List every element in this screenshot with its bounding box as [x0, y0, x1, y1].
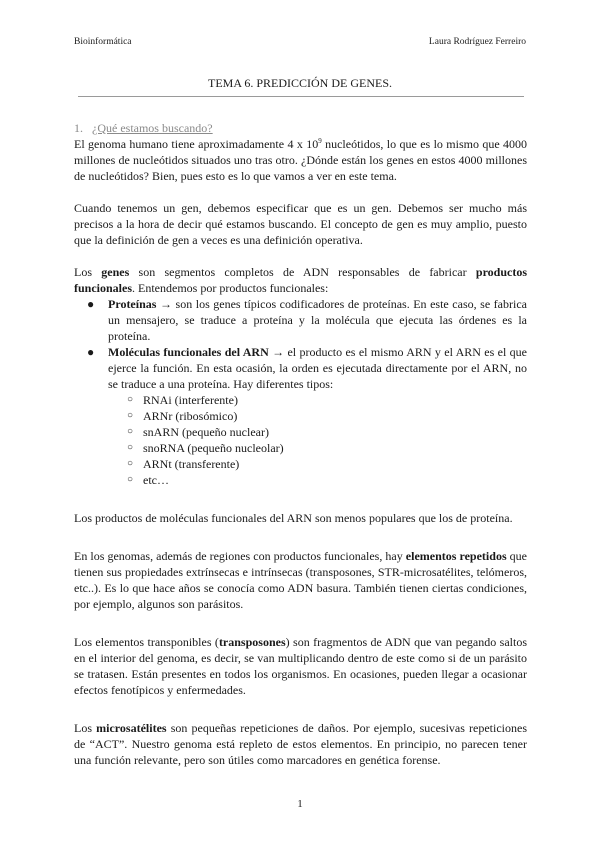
circle-bullet-icon: ○ [127, 394, 134, 405]
paragraph-transposons [74, 634, 527, 698]
bold-term: productos funcionales [74, 265, 528, 295]
page-title: TEMA 6. PREDICCIÓN DE GENES. [207, 76, 392, 90]
page-number: 1 [297, 798, 303, 810]
bold-term: Proteínas [108, 297, 157, 311]
header-subject: Bioinformática [74, 37, 132, 47]
text-fragment: ) son fragmentos de ADN que van pegando saltos en el interior del genoma, es decir, se van multiplicando dentro de este como si de un parásito se tratasen. Están presentes en todos los organismos. En ocasiones, pueden llegar a ocasionar efectos fenotípicos y enfermedades. [74, 635, 528, 697]
bold-term: elementos repetidos [405, 549, 507, 563]
text-fragment: Los elementos transponibles ( [74, 635, 219, 649]
text-fragment: . Entendemos por productos funcionales: [132, 281, 329, 295]
list-item [108, 392, 527, 408]
bullet-icon: ● [87, 345, 95, 359]
circle-bullet-icon: ○ [127, 410, 134, 421]
list-item-text: RNAi (interferente) [143, 393, 238, 407]
circle-bullet-icon: ○ [127, 442, 134, 453]
list-item-text: ARNr (ribosómico) [143, 409, 238, 423]
list-item [108, 456, 527, 472]
paragraph-genes-intro [74, 264, 527, 296]
text-fragment: Los [74, 265, 102, 279]
document-body [74, 120, 527, 768]
list-item-proteins [74, 296, 527, 344]
list-item-text: ARNt (transferente) [143, 457, 240, 471]
rna-types-list [108, 392, 527, 488]
text-fragment: En los genomas, además de regiones con productos funcionales, hay [74, 549, 406, 563]
list-item-text: etc… [143, 473, 169, 487]
list-item [108, 472, 527, 488]
text-fragment: son pequeñas repeticiones de daños. Por ejemplo, sucesivas repeticiones de “ACT”. Nuestro genoma está repleto de estos elementos. En principio, no parecen tener una función relevante, pero son útiles como marcadores en genética forense. [74, 721, 528, 767]
bold-term: genes [101, 265, 130, 279]
paragraph-repeated-elements [74, 548, 527, 612]
list-item-rna [74, 344, 527, 488]
circle-bullet-icon: ○ [127, 426, 134, 437]
list-item [108, 440, 527, 456]
exponent: 9 [318, 137, 322, 145]
text-fragment: son segmentos completos de ADN responsables de fabricar [129, 265, 476, 279]
text-fragment: nucleótidos, lo que es lo mismo que 4000 millones de nucleótidos situados uno tras otro. ¿Dónde están los genes en estos 4000 millones de nucleótidos? Bien, pues esto es lo que vamos a ver en este tema. [74, 137, 528, 183]
text-fragment: El genoma humano tiene aproximadamente 4 x 10 [74, 137, 319, 151]
text-fragment: → el producto es el mismo ARN y el ARN es el que ejerce la función. En esta ocasión, la orden es ejecutada directamente por el ARN, no se traduce a una proteína. Hay diferentes tipos: [108, 345, 527, 391]
list-item [108, 424, 527, 440]
bold-term: microsatélites [96, 721, 167, 735]
circle-bullet-icon: ○ [127, 474, 134, 485]
section-number: 1. [74, 121, 83, 135]
paragraph-rna-popularity: Los productos de moléculas funcionales del ARN son menos populares que los de proteína. [74, 511, 513, 525]
header-author: Laura Rodríguez Ferreiro [428, 37, 526, 47]
text-fragment: Los [74, 721, 97, 735]
section-heading [74, 120, 527, 136]
paragraph-gene-definition: Cuando tenemos un gen, debemos especificar que es un gen. Debemos ser mucho más precisos a la hora de decir qué estamos buscando. El concepto de gen es muy amplio, puesto que la definición de gen a veces es una definición operativa. [74, 201, 527, 247]
bullet-icon: ● [87, 297, 95, 311]
text-fragment: que tienen sus propiedades extrínsecas e intrínsecas (transposones, STR-microsatélites, telómeros, etc..). Es lo que hace años se conocía como ADN basura. También tienen ciertas condiciones, por ejemplo, algunos son parásitos. [74, 549, 527, 611]
list-item-text: snARN (pequeño nuclear) [143, 425, 269, 439]
title-divider [78, 96, 524, 97]
list-item [108, 408, 527, 424]
circle-bullet-icon: ○ [127, 458, 134, 469]
functional-products-list [74, 296, 527, 488]
bold-term: Moléculas funcionales del ARN [108, 345, 269, 359]
text-fragment: → son los genes típicos codificadores de proteínas. En este caso, se fabrica un mensajero, se traduce a proteína y la molécula que ejecuta las órdenes es la proteína. [108, 297, 527, 343]
section-label: ¿Qué estamos buscando? [92, 121, 213, 135]
list-item-text: snoRNA (pequeño nucleolar) [143, 441, 284, 455]
bold-term: transposones [218, 635, 286, 649]
paragraph-genome-size [74, 136, 527, 184]
paragraph-microsatellites [74, 720, 527, 768]
